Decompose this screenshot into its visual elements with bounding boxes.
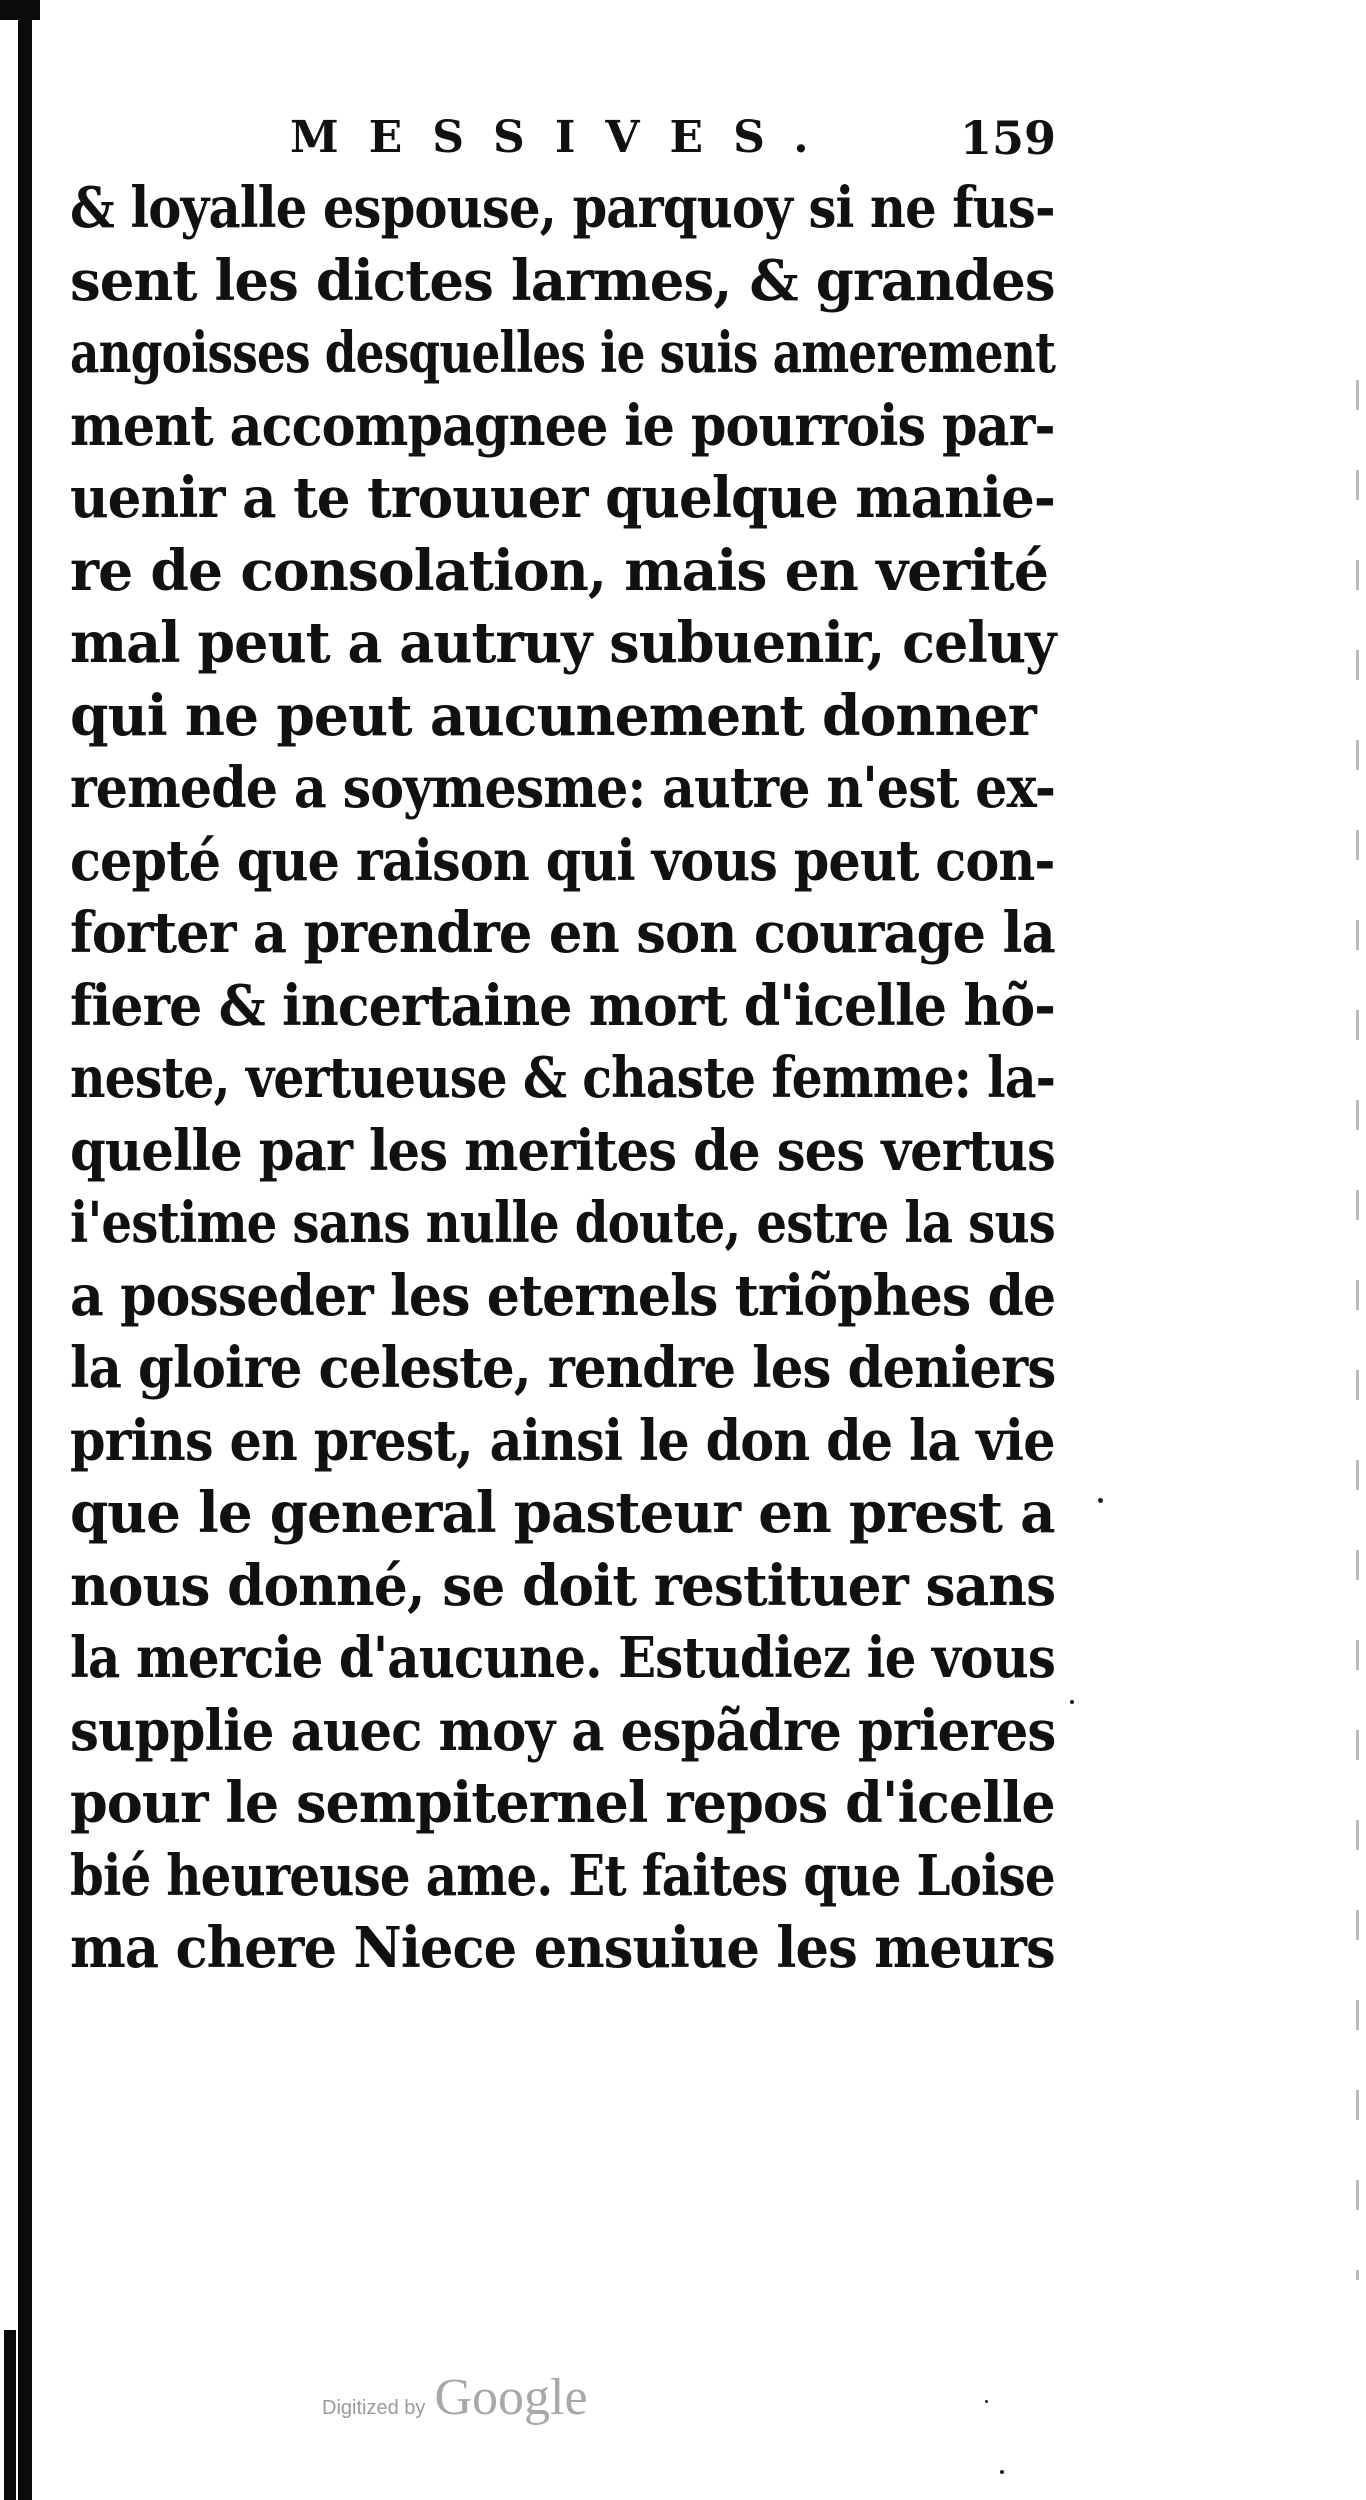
text-line: nous donné, se doit restituer sans bbox=[70, 1552, 1056, 1619]
running-title: MESSIVES. bbox=[290, 112, 839, 163]
text-line: i'estime sans nulle doute, estre la sus bbox=[70, 1190, 1055, 1256]
binding-edge-top bbox=[0, 0, 40, 20]
page-number: 159 bbox=[960, 111, 1057, 165]
text-line: fiere & incertaine mort d'icelle hõ- bbox=[70, 972, 1055, 1039]
watermark-prefix: Digitized by bbox=[322, 2397, 426, 2419]
text-line: cepté que raison qui vous peut con- bbox=[70, 827, 1055, 894]
text-line: qui ne peut aucunement donner bbox=[70, 682, 1036, 749]
text-line: que le general pasteur en prest a bbox=[70, 1480, 1055, 1546]
text-line: remede a soymesme: autre n'est ex- bbox=[70, 755, 1056, 821]
binding-edge-foot bbox=[4, 2330, 16, 2500]
text-line: prins en prest, ainsi le don de la vie bbox=[70, 1407, 1055, 1474]
text-line: sent les dictes larmes, & grandes bbox=[70, 247, 1055, 314]
text-line: supplie auec moy a espãdre prieres bbox=[70, 1697, 1056, 1764]
ink-speck bbox=[1000, 2470, 1004, 2474]
text-line: angoisses desquelles ie suis amerement bbox=[70, 320, 1056, 386]
text-line: quelle par les merites de ses vertus bbox=[70, 1117, 1055, 1184]
text-line: bié heureuse ame. Et faites que Loise bbox=[70, 1842, 1055, 1909]
ink-speck bbox=[1070, 1700, 1074, 1704]
text-line: re de consolation, mais en verité bbox=[70, 537, 1048, 604]
ink-speck bbox=[985, 2400, 988, 2403]
binding-edge bbox=[18, 0, 32, 2500]
watermark-brand: Google bbox=[434, 2369, 588, 2426]
google-watermark bbox=[322, 2368, 588, 2438]
body-text bbox=[70, 172, 1070, 1985]
text-line: ma chere Niece ensuiue les meurs bbox=[70, 1915, 1055, 1981]
right-page-edge bbox=[1356, 380, 1359, 2280]
text-line: pour le sempiternel repos d'icelle bbox=[70, 1770, 1055, 1836]
text-line: la gloire celeste, rendre les deniers bbox=[70, 1335, 1056, 1401]
text-line: ment accompagnee ie pourrois par- bbox=[70, 392, 1055, 459]
text-line: uenir a te trouuer quelque manie- bbox=[70, 465, 1056, 531]
text-line: forter a prendre en son courage la bbox=[70, 900, 1055, 966]
text-line: a posseder les eternels triõphes de bbox=[70, 1262, 1056, 1329]
ink-speck bbox=[1098, 1498, 1103, 1503]
text-line: la mercie d'aucune. Estudiez ie vous bbox=[70, 1625, 1056, 1691]
text-line: mal peut a autruy subuenir, celuy bbox=[70, 610, 1056, 676]
page-header bbox=[0, 108, 1366, 168]
text-line: & loyalle espouse, parquoy si ne fus- bbox=[70, 175, 1055, 241]
text-line: neste, vertueuse & chaste femme: la- bbox=[70, 1045, 1056, 1111]
